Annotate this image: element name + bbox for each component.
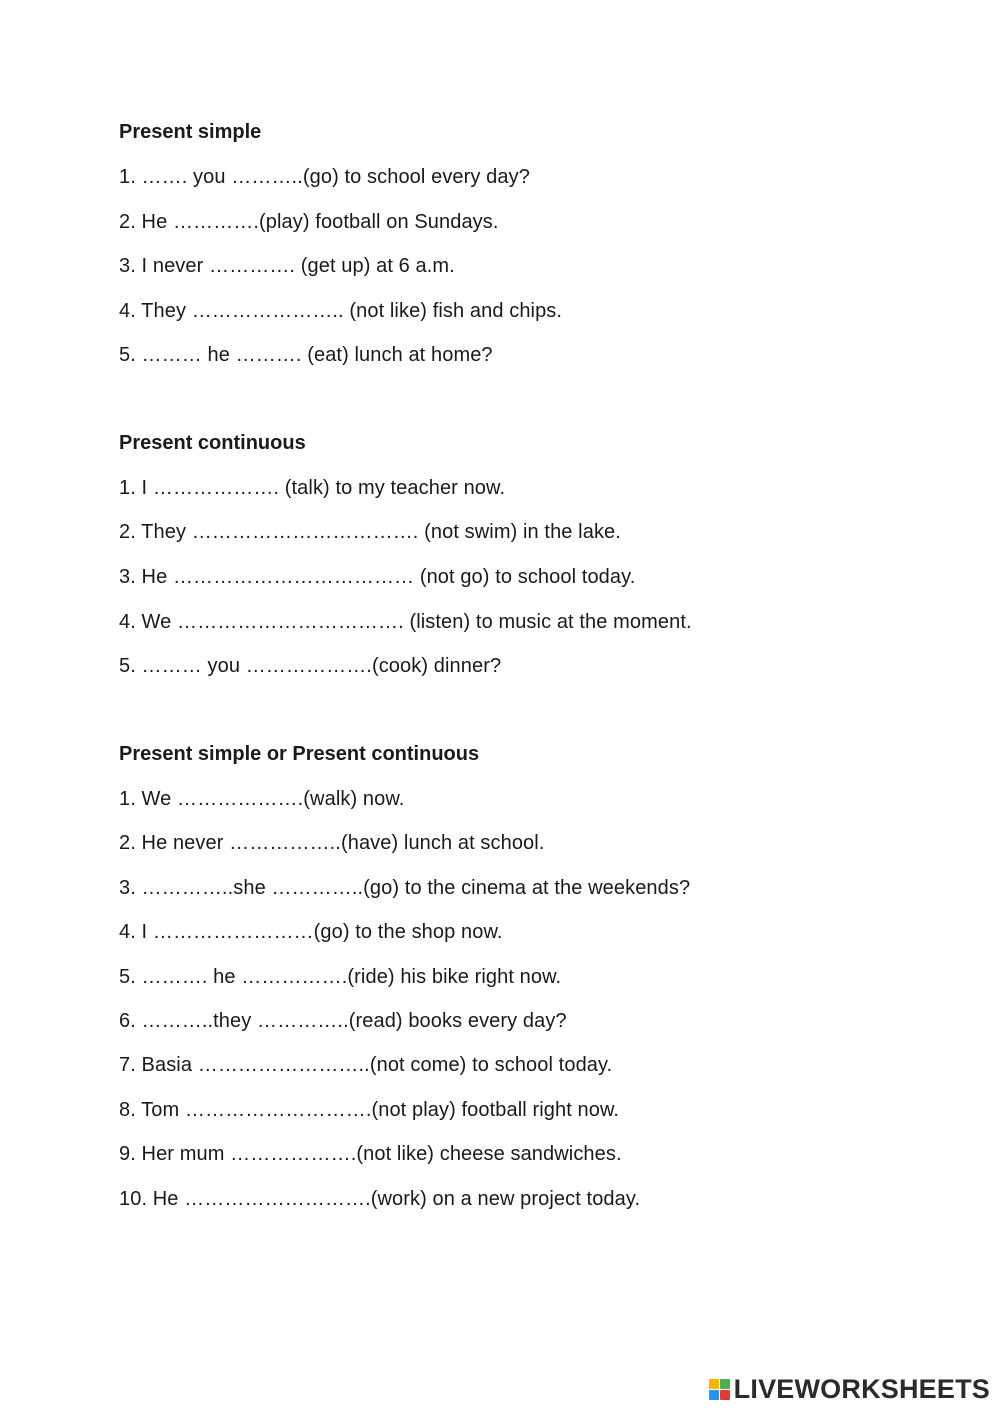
exercise-line: 6. ………..they …………..(read) books every day?	[119, 1010, 567, 1032]
exercise-line: 1. I ………………. (talk) to my teacher now.	[119, 477, 506, 499]
exercise-line: 5. ……… you ……………….(cook) dinner?	[119, 655, 502, 677]
logo-square	[720, 1379, 730, 1389]
logo-text: LIVEWORKSHEETS	[733, 1374, 990, 1404]
exercise-line: 2. They ……………………………. (not swim) in the lake.	[119, 521, 621, 543]
logo-square	[720, 1390, 730, 1400]
exercise-line: 3. He ……………………………… (not go) to school today.	[119, 566, 636, 588]
liveworksheets-logo	[709, 1374, 990, 1405]
exercise-line: 1. ……. you ………..(go) to school every day?	[119, 166, 530, 188]
exercise-line: 3. …………..she …………..(go) to the cinema at the weekends?	[119, 877, 691, 899]
section-title-mixed: Present simple or Present continuous	[119, 743, 480, 765]
exercise-line: 4. I ……………………(go) to the shop now.	[119, 921, 503, 943]
section-title-present-simple: Present simple	[119, 121, 262, 143]
exercise-line: 7. Basia ……………………..(not come) to school today.	[119, 1054, 613, 1076]
exercise-line: 10. He ……………………….(work) on a new project today.	[119, 1188, 641, 1210]
exercise-line: 3. I never …………. (get up) at 6 a.m.	[119, 255, 455, 277]
exercise-line: 5. ………. he …………….(ride) his bike right now.	[119, 966, 562, 988]
exercise-line: 1. We ……………….(walk) now.	[119, 788, 405, 810]
exercise-line: 2. He never ……………..(have) lunch at school.	[119, 832, 545, 854]
section-title-present-continuous: Present continuous	[119, 432, 306, 454]
exercise-line: 4. We ……………………………. (listen) to music at the moment.	[119, 611, 692, 633]
exercise-line: 4. They ………………….. (not like) fish and chips.	[119, 300, 563, 322]
logo-square	[709, 1379, 719, 1389]
exercise-line: 8. Tom ……………………….(not play) football right now.	[119, 1099, 620, 1121]
logo-mark-icon	[709, 1379, 730, 1400]
logo-square	[709, 1390, 719, 1400]
exercise-line: 9. Her mum ……………….(not like) cheese sandwiches.	[119, 1143, 622, 1165]
exercise-line: 2. He ………….(play) football on Sundays.	[119, 211, 499, 233]
exercise-line: 5. ……… he ………. (eat) lunch at home?	[119, 344, 493, 366]
